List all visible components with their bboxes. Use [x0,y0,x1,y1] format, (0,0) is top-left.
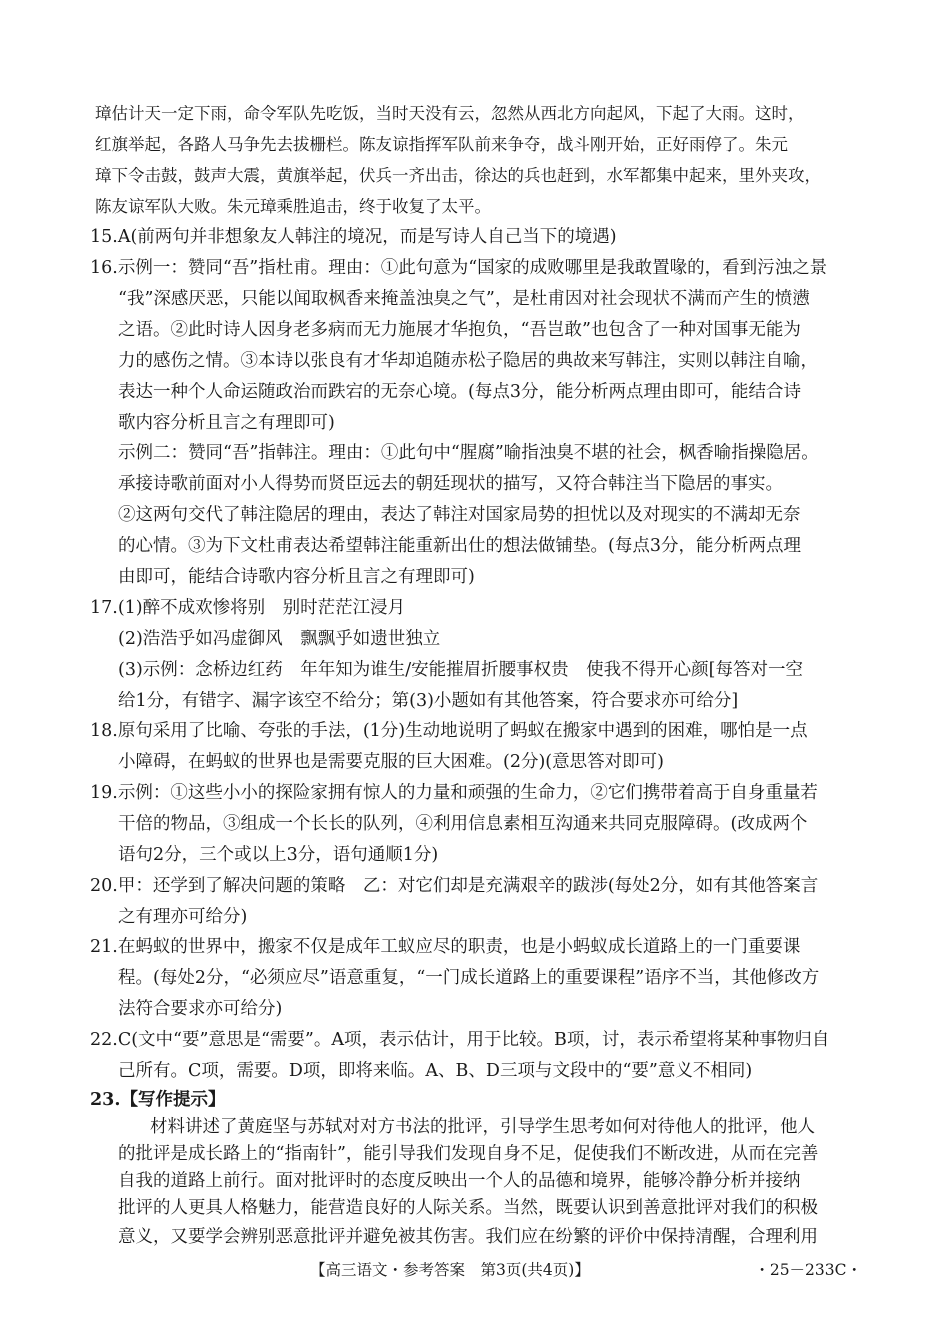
text-line: 15.A(前两句并非想象友人韩注的境况，而是写诗人自己当下的境遇) [90,227,617,247]
text-line: 小障碍，在蚂蚁的世界也是需要克服的巨大困难。(2分)(意思答对即可) [118,752,664,772]
text-line: 程。(每处2分，“必须应尽”语意重复，“一门成长道路上的重要课程”语序不当，其他修改方 [118,968,820,988]
text-line: 22.C(文中“要”意思是“需要”。A项，表示估计，用于比较。B项，讨，表示希望将某种事物归自 [90,1030,830,1050]
text-line: (3)示例：念桥边红药 年年知为谁生/安能摧眉折腰事权贵 使我不得开心颜[每答对一空 [118,660,804,680]
text-line: 21.在蚂蚁的世界中，搬家不仅是成年工蚁应尽的职责，也是小蚂蚁成长道路上的一门重要课 [90,937,801,957]
text-line: 璋估计天一定下雨，命令军队先吃饭，当时天没有云，忽然从西北方向起风，下起了大雨。这时， [95,104,805,123]
page-footer [0,1258,950,1288]
section-heading: 23.【写作提示】 [90,1090,226,1110]
text-line: 16.示例一：赞同“吾”指杜甫。理由：①此句意为“国家的成败哪里是我敢置喙的，看到污浊之景 [90,258,828,278]
footer-title: 【高三语文・参考答案 第3页(共4页)】 [310,1261,590,1279]
text-line: 承接诗歌前面对小人得势而贤臣远去的朝廷现状的描写，又符合韩注当下隐居的事实。 [118,474,783,494]
text-line: (2)浩浩乎如冯虚御风 飘飘乎如遗世独立 [118,629,441,649]
text-line: 意义，又要学会辨别恶意批评并避免被其伤害。我们应在纷繁的评价中保持清醒，合理利用 [118,1227,818,1247]
text-line: 自我的道路上前行。面对批评时的态度反映出一个人的品德和境界，能够冷静分析并接纳 [118,1171,801,1191]
text-line: 语句2分，三个或以上3分，语句通顺1分) [118,845,439,865]
text-line: 20.甲：还学到了解决问题的策略 乙：对它们却是充满艰辛的跋涉(每处2分，如有其他答案言 [90,876,819,896]
text-line: 由即可，能结合诗歌内容分析且言之有理即可) [118,567,475,587]
text-line: 19.示例：①这些小小的探险家拥有惊人的力量和顽强的生命力，②它们携带着高于自身重量若 [90,783,818,803]
text-line: 材料讲述了黄庭坚与苏轼对对方书法的批评，引导学生思考如何对待他人的批评，他人 [150,1117,815,1137]
text-line: 的心情。③为下文杜甫表达希望韩注能重新出仕的想法做铺垫。(每点3分，能分析两点理 [118,536,801,556]
text-line: 之语。②此时诗人因身老多病而无力施展才华抱负，“吾岂敢”也包含了一种对国事无能为 [118,320,801,340]
text-line: 示例二：赞同“吾”指韩注。理由：①此句中“腥腐”喻指浊臭不堪的社会，枫香喻指操隐居。 [118,443,819,463]
text-line: 17.(1)醉不成欢惨将别 别时茫茫江浸月 [90,598,406,618]
footer-code: ・25－233C・ [754,1261,862,1279]
text-line: 18.原句采用了比喻、夸张的手法，(1分)生动地说明了蚂蚁在搬家中遇到的困难，哪怕是一点 [90,721,808,741]
text-line: 表达一种个人命运随政治而跌宕的无奈心境。(每点3分，能分析两点理由即可，能结合诗 [118,382,801,402]
text-line: 红旗举起，各路人马争先去拔栅栏。陈友谅指挥军队前来争夺，战斗刚开始，正好雨停了。朱元 [95,135,788,154]
text-line: 力的感伤之情。③本诗以张良有才华却追随赤松子隐居的典故来写韩注，实则以韩注自喻， [118,351,818,371]
text-line: 己所有。C项，需要。D项，即将来临。A、B、D三项与文段中的“要”意义不相同) [118,1061,753,1081]
text-line: 歌内容分析且言之有理即可) [118,413,335,433]
text-line: 批评的人更具人格魅力，能营造良好的人际关系。当然，既要认识到善意批评对我们的积极 [118,1198,818,1218]
text-line: ②这两句交代了韩注隐居的理由，表达了韩注对国家局势的担忧以及对现实的不满却无奈 [118,505,801,525]
text-line: 璋下令击鼓，鼓声大震，黄旗举起，伏兵一齐出击，徐达的兵也赶到，水军都集中起来，里外夹攻， [95,166,821,185]
text-line: 给1分，有错字、漏字该空不给分；第(3)小题如有其他答案，符合要求亦可给分] [118,691,739,711]
text-line: 干倍的物品，③组成一个长长的队列，④利用信息素相互沟通来共同克服障碍。(改成两个 [118,814,808,834]
text-line: 的批评是成长路上的“指南针”，能引导我们发现自身不足，促使我们不断改进，从而在完善 [118,1144,819,1164]
text-line: 陈友谅军队大败。朱元璋乘胜追击，终于收复了太平。 [95,197,491,216]
text-line: 之有理亦可给分) [118,907,248,927]
text-line: “我”深感厌恶，只能以闻取枫香来掩盖浊臭之气”，是杜甫因对社会现状不满而产生的愤懑 [118,289,810,309]
text-line: 法符合要求亦可给分) [118,999,283,1019]
